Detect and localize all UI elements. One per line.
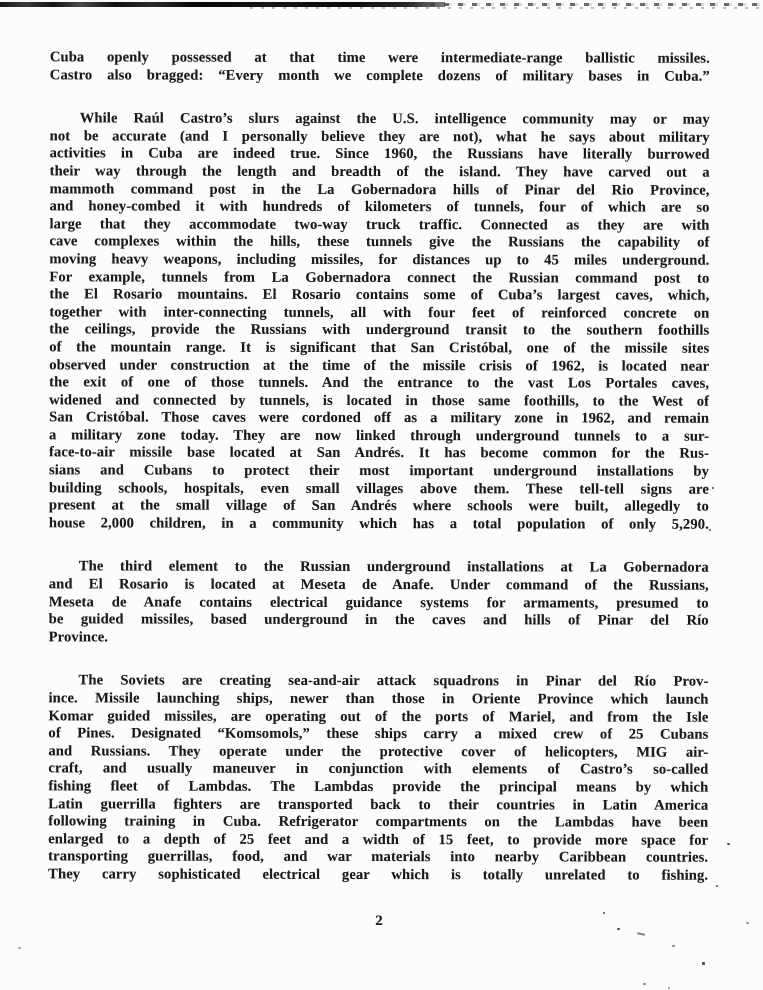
- text-line: the El Rosario mountains. El Rosario contains some of Cuba’s largest caves, which,: [49, 286, 710, 304]
- paragraph: [49, 110, 710, 534]
- scan-speck: [672, 945, 675, 947]
- text-line: craft, and usually maneuver in conjunction with elements of Castro’s so-called: [48, 760, 709, 779]
- text-line: and honey-combed it with hundreds of kilometers of tunnels, four of which are so: [49, 198, 710, 216]
- text-line: building schools, hospitals, even small villages above them. These tell-tell signs are: [48, 479, 709, 498]
- text-line: house 2,000 children, in a community which has a total population of only 5,290.: [48, 515, 709, 533]
- text-line: mammoth command post in the La Gobernadora hills of Pinar del Rio Province,: [49, 180, 710, 199]
- scan-speck: [702, 962, 705, 965]
- text-line: The third element to the Russian underground installations at La Gobernadora: [78, 558, 709, 577]
- text-line: their way through the length and breadth of the island. They have carved out a: [49, 163, 710, 181]
- text-line: enlarged to a depth of 25 feet and a width of 15 feet, to provide more space for: [48, 831, 709, 849]
- text-line: Komar guided missiles, are operating out of the ports of Mariel, and from the Isle: [48, 707, 709, 726]
- text-line: of Pines. Designated “Komsomols,” these ships carry a mixed crew of 25 Cubans: [48, 725, 709, 743]
- text-line: sians and Cubans to protect their most important underground installations by: [48, 462, 710, 480]
- text-line: San Cristóbal. Those caves were cordoned off as a military zone in 1962, and remain: [49, 409, 710, 427]
- text-line: present at the small village of San Andrés where schools were built, allegedly to: [48, 497, 709, 515]
- text-line: ince. Missile launching ships, newer than those in Oriente Province which launch: [48, 690, 709, 708]
- text-line: Province.: [48, 629, 109, 646]
- text-line: of the mountain range. It is significant that San Cristóbal, one of the missile sites: [49, 339, 710, 357]
- text-line: large that they accommodate two-way truck traffic. Connected as they are with: [49, 216, 710, 234]
- page-number: 2: [375, 913, 383, 929]
- text-line: face-to-air missile base located at San Andrés. It has become common for the Rus-: [49, 444, 710, 463]
- scan-speck: [727, 842, 731, 845]
- text-line: observed under construction at the time of the missile crisis of 1962, is located near: [49, 356, 710, 375]
- scan-edge-artifact: [430, 3, 763, 6]
- text-line: together with inter-connecting tunnels, all with four feet of reinforced concrete on: [49, 304, 710, 322]
- text-line: and Russians. They operate under the protective cover of helicopters, MIG air-: [48, 743, 709, 761]
- scan-speck: [18, 947, 21, 949]
- text-line: While Raúl Castro’s slurs against the U.S. intelligence community may or may: [79, 110, 710, 128]
- scan-speck: [603, 912, 605, 914]
- scan-speck: [637, 932, 645, 936]
- scan-edge-artifact: [250, 7, 763, 9]
- scan-speck: [709, 529, 711, 531]
- text-line: cave complexes within the hills, these tunnels give the Russians the capability of: [49, 233, 710, 252]
- scan-speck: [668, 987, 670, 989]
- scan-speck: [712, 487, 714, 489]
- text-line: not be accurate (and I personally believe they are not), what he says about military: [49, 128, 710, 146]
- text-line: Castro also bragged: “Every month we complete dozens of military bases in Cuba.”: [49, 66, 710, 85]
- text-line: the ceilings, provide the Russians with underground transit to the southern foothills: [49, 321, 710, 340]
- text-line: For example, tunnels from La Gobernadora connect the Russian command post to: [49, 268, 710, 287]
- text-line: activities in Cuba are indeed true. Since 1960, the Russians have literally burrowed: [49, 145, 710, 164]
- text-line: following training in Cuba. Refrigerator compartments on the Lambdas have been: [48, 813, 709, 831]
- scan-speck: [716, 885, 718, 887]
- text-line: Cuba openly possessed at that time were intermediate-range ballistic missiles.: [49, 49, 710, 67]
- text-line: They carry sophisticated electrical gear which is totally unrelated to fishing.: [48, 866, 709, 884]
- scan-speck: [617, 928, 620, 930]
- text-line: Meseta de Anafe contains electrical guidance systems for armaments, presumed to: [48, 593, 709, 612]
- text-line: a military zone today. They are now linked through underground tunnels to a sur-: [49, 427, 710, 445]
- text-line: widened and connected by tunnels, is located in those same foothills, to the West of: [49, 391, 710, 410]
- text-line: fishing fleet of Lambdas. The Lambdas provide the principal means by which: [48, 778, 709, 796]
- text-line: Latin guerrilla fighters are transported back to their countries in Latin America: [48, 795, 709, 814]
- text-line: The Soviets are creating sea-and-air attack squadrons in Pinar del Río Prov-: [78, 672, 709, 691]
- text-line: transporting guerrillas, food, and war materials into nearby Caribbean countries.: [48, 848, 709, 867]
- paragraph: [48, 673, 708, 886]
- paragraph: [49, 559, 709, 648]
- text-line: be guided missiles, based underground in the caves and hills of Pinar del Río: [48, 611, 709, 629]
- text-line: and El Rosario is located at Meseta de Anafe. Under command of the Russians,: [48, 576, 709, 594]
- document-text: [48, 49, 710, 885]
- scan-speck: [746, 922, 749, 924]
- text-line: the exit of one of those tunnels. And the entrance to the vast Los Portales caves,: [49, 374, 710, 392]
- text-line: moving heavy weapons, including missiles, for distances up to 45 miles underground.: [49, 251, 710, 269]
- paragraph: [50, 49, 710, 86]
- scan-speck: [643, 983, 646, 985]
